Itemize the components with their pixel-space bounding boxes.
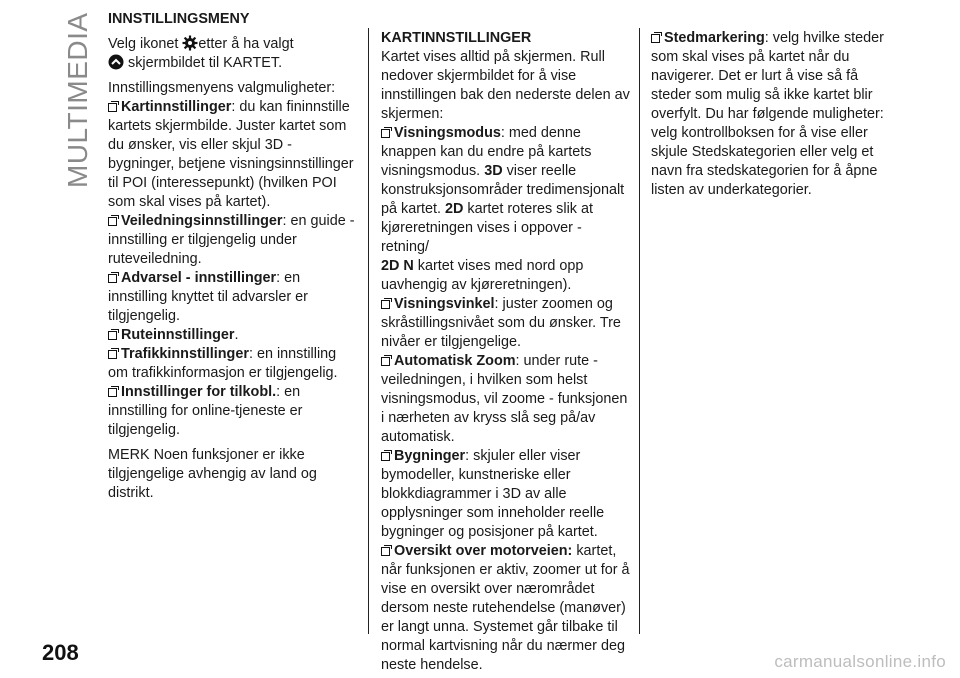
column-place-markers	[651, 10, 901, 200]
bullet-icon	[108, 348, 118, 359]
intro-text-c: skjermbildet til KARTET.	[128, 55, 283, 71]
item-text: kartet, når funksjonen er aktiv, zoomer ut for å vise en oversikt over nærområdet dersom neste rutehendelse (manøver) er langt unna. Systemet går tilbake til normal kartvisning når du nærmer deg neste hendelse.	[381, 543, 630, 673]
mode-3d-label: 3D	[484, 163, 503, 179]
list-item	[108, 326, 358, 345]
mode-2d-label: 2D	[445, 201, 464, 217]
list-item	[381, 542, 631, 675]
list-item	[381, 295, 631, 352]
bullet-icon	[108, 215, 118, 226]
list-item	[108, 345, 358, 383]
column-settings-menu	[108, 10, 358, 503]
list-item	[108, 212, 358, 269]
bullet-icon	[108, 329, 118, 340]
item-term: Automatisk Zoom	[394, 353, 516, 369]
item-text: : en innstilling om trafikkinformasjon er tilgjengelig.	[108, 346, 338, 381]
item-term: Innstillinger for tilkobl.	[121, 384, 277, 400]
intro-paragraph: Kartet vises alltid på skjermen. Rull nedover skjermbildet for å vise innstillingen bak den nederste delen av skjermen:	[381, 49, 630, 122]
intro-paragraph	[108, 35, 358, 73]
item-term: Visningsvinkel	[394, 296, 495, 312]
item-text: : en innstilling knyttet til advarsler er tilgjengelig.	[108, 270, 308, 324]
gear-icon	[182, 35, 198, 51]
item-term: Advarsel - innstillinger	[121, 270, 277, 286]
list-item	[108, 269, 358, 326]
item-text: : skjuler eller viser bymodeller, kunstneriske eller blokkdiagrammer i 3D av alle opplysninger som inneholder reelle bygninger og posisjoner på kartet.	[381, 448, 605, 540]
item-term: Trafikkinnstillinger	[121, 346, 249, 362]
section-title: MULTIMEDIA	[62, 12, 93, 188]
watermark: carmanualsonline.info	[774, 652, 946, 671]
item-text: : du kan fininnstille kartets skjermbilde. Juster kartet som du ønsker, vis eller skjul 3D - bygninger, betjene visningsinnstillinger til POI (interessepunkt) (hvilken POI som skal vises på kartet).	[108, 99, 354, 210]
bullet-icon	[381, 450, 391, 461]
item-term: Veiledningsinnstillinger	[121, 213, 283, 229]
item-text: : en guide - innstilling er tilgjengelig under ruteveiledning.	[108, 213, 355, 267]
item-term: Kartinnstillinger	[121, 99, 232, 115]
bullet-icon	[651, 32, 661, 43]
bullet-icon	[108, 386, 118, 397]
column-divider	[639, 28, 640, 634]
list-item	[381, 352, 631, 447]
item-text: : juster zoomen og skråstillingsnivået som du ønsker. Tre nivåer er tilgjengelige.	[381, 296, 621, 350]
options-intro: Innstillingsmenyens valgmuligheter:	[108, 80, 336, 96]
item-term: Bygninger	[394, 448, 466, 464]
list-item	[108, 383, 358, 440]
item-text: kartet roteres slik at kjøreretningen vises i oppover - retning/	[381, 201, 593, 255]
item-text: viser reelle konstruksjonsområder tredimensjonalt på kartet.	[381, 163, 625, 217]
section-side-label	[54, 12, 94, 188]
item-term: Oversikt over motorveien:	[394, 543, 573, 559]
list-item	[381, 124, 631, 295]
bullet-icon	[381, 545, 391, 556]
intro-text-b: etter å ha valgt	[198, 36, 294, 52]
mode-2dn-label: 2D N	[381, 258, 414, 274]
heading-settings-menu: INNSTILLINGSMENY	[108, 11, 250, 27]
intro-text-a: Velg ikonet	[108, 36, 179, 52]
item-term: Ruteinnstillinger	[121, 327, 235, 343]
item-text: .	[234, 327, 239, 343]
bullet-icon	[381, 298, 391, 309]
bullet-icon	[108, 101, 118, 112]
item-term: Stedmarkering	[664, 30, 765, 46]
list-item	[381, 447, 631, 542]
page-number: 208	[42, 640, 79, 665]
chevron-up-icon	[108, 54, 124, 70]
item-text: : under rute - veiledningen, i hvilken som helst visningsmodus, vil zoome - funksjonen i nærheten av kryss slå seg på/av automatisk.	[381, 353, 628, 445]
bullet-icon	[381, 355, 391, 366]
bullet-icon	[381, 127, 391, 138]
list-item	[651, 29, 901, 200]
note-paragraph: MERK Noen funksjoner er ikke tilgjengelige avhengig av land og distrikt.	[108, 447, 317, 501]
item-text: : velg hvilke steder som skal vises på kartet når du navigerer. Det er lurt å vise så få steder som mulig så ikke kartet blir overfylt. Du har følgende muligheter: velg kontrollboksen for å vise eller skjule Stedskategorien eller velg et navn fra stedskategorien for å åpne listen av underkategorier.	[651, 30, 884, 198]
bullet-icon	[108, 272, 118, 283]
column-divider	[368, 28, 369, 634]
item-text: : med denne knappen kan du endre på kartets visningsmodus.	[381, 125, 592, 179]
item-text: kartet vises med nord opp uavhengig av kjøreretningen).	[381, 258, 584, 293]
item-text: : en innstilling for online-tjeneste er tilgjengelig.	[108, 384, 303, 438]
column-map-settings	[381, 10, 631, 675]
list-item	[108, 98, 358, 212]
item-term: Visningsmodus	[394, 125, 501, 141]
heading-map-settings: KARTINNSTILLINGER	[381, 30, 532, 46]
